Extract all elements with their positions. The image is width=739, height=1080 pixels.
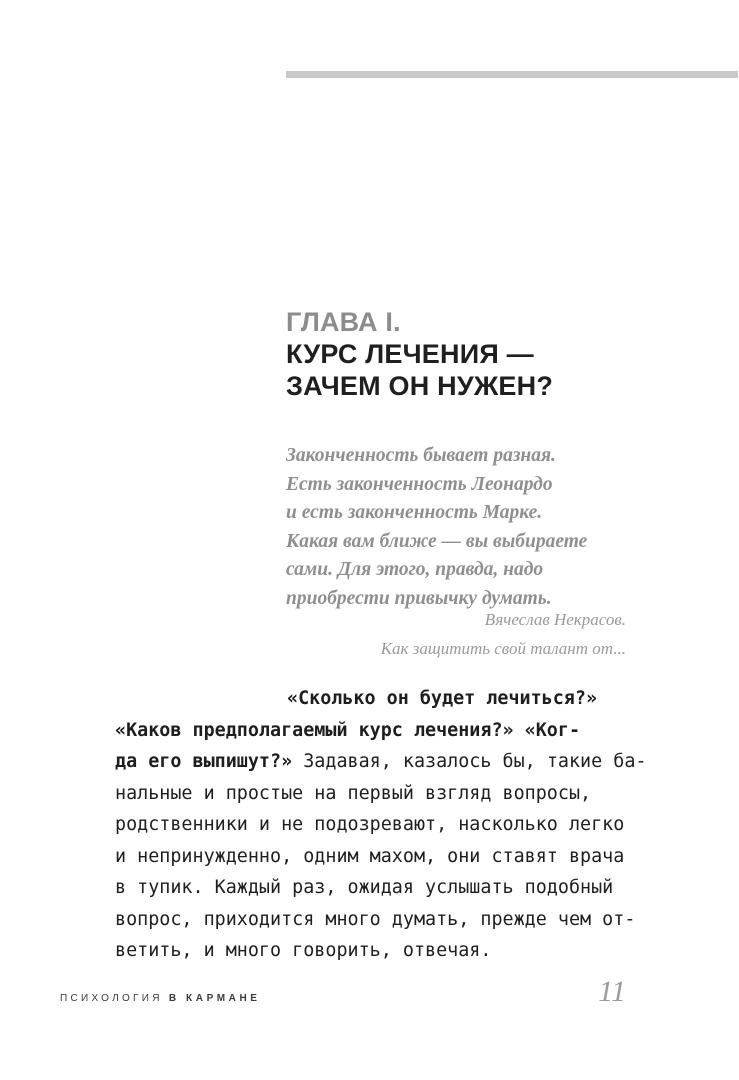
body-line: «Сколько он будет лечиться?» [287, 688, 598, 709]
body-line: родственники и не подозревают, насколько легко [115, 814, 625, 835]
body-line: нальные и простые на первый взгляд вопросы, [115, 782, 592, 804]
running-footer-bold: В КАРМАНЕ [168, 993, 261, 1004]
epigraph-line: и есть законченность Марке. [286, 502, 543, 523]
running-footer [60, 993, 261, 1004]
body-line [115, 746, 647, 778]
body-line: «Каков предполагаемый курс лечения?» «Ког- [115, 719, 581, 741]
body-line: ветить, и много говорить, отвечая. [115, 940, 492, 961]
epigraph-attribution [381, 606, 626, 663]
body-text-fragment: Задавая, казалось бы, такие ба- [292, 751, 647, 772]
chapter-heading [286, 306, 706, 402]
body-line: и непринужденно, одним махом, они ставят врача [115, 845, 625, 867]
epigraph-line: приобрести привычку думать. [286, 587, 552, 609]
epigraph-author: Вячеслав Некрасов. [484, 610, 626, 629]
body-paragraph [115, 683, 647, 967]
body-line: в тупик. Каждый раз, ожидая услышать подобный [115, 877, 614, 898]
epigraph [286, 442, 626, 613]
chapter-number: ГЛАВА I. [286, 307, 401, 337]
epigraph-source: Как защитить свой талант от... [380, 638, 626, 658]
page-number: 11 [598, 975, 626, 1008]
epigraph-line: сами. Для этого, правда, надо [286, 559, 544, 580]
body-line: вопрос, приходится много думать, прежде чем от- [115, 908, 636, 930]
chapter-title-line-1: КУРС ЛЕЧЕНИЯ — [286, 339, 534, 369]
top-rule [286, 71, 738, 78]
epigraph-line: Законченность бывает разная. [286, 445, 556, 466]
running-footer-light: ПСИХОЛОГИЯ [60, 993, 163, 1004]
chapter-title-line-2: ЗАЧЕМ ОН НУЖЕН? [286, 371, 554, 401]
epigraph-line: Какая вам ближе — вы выбираете [286, 530, 588, 552]
epigraph-line: Есть законченность Леонардо [286, 473, 553, 495]
body-bold-fragment: да его выпишут?» [115, 751, 293, 772]
